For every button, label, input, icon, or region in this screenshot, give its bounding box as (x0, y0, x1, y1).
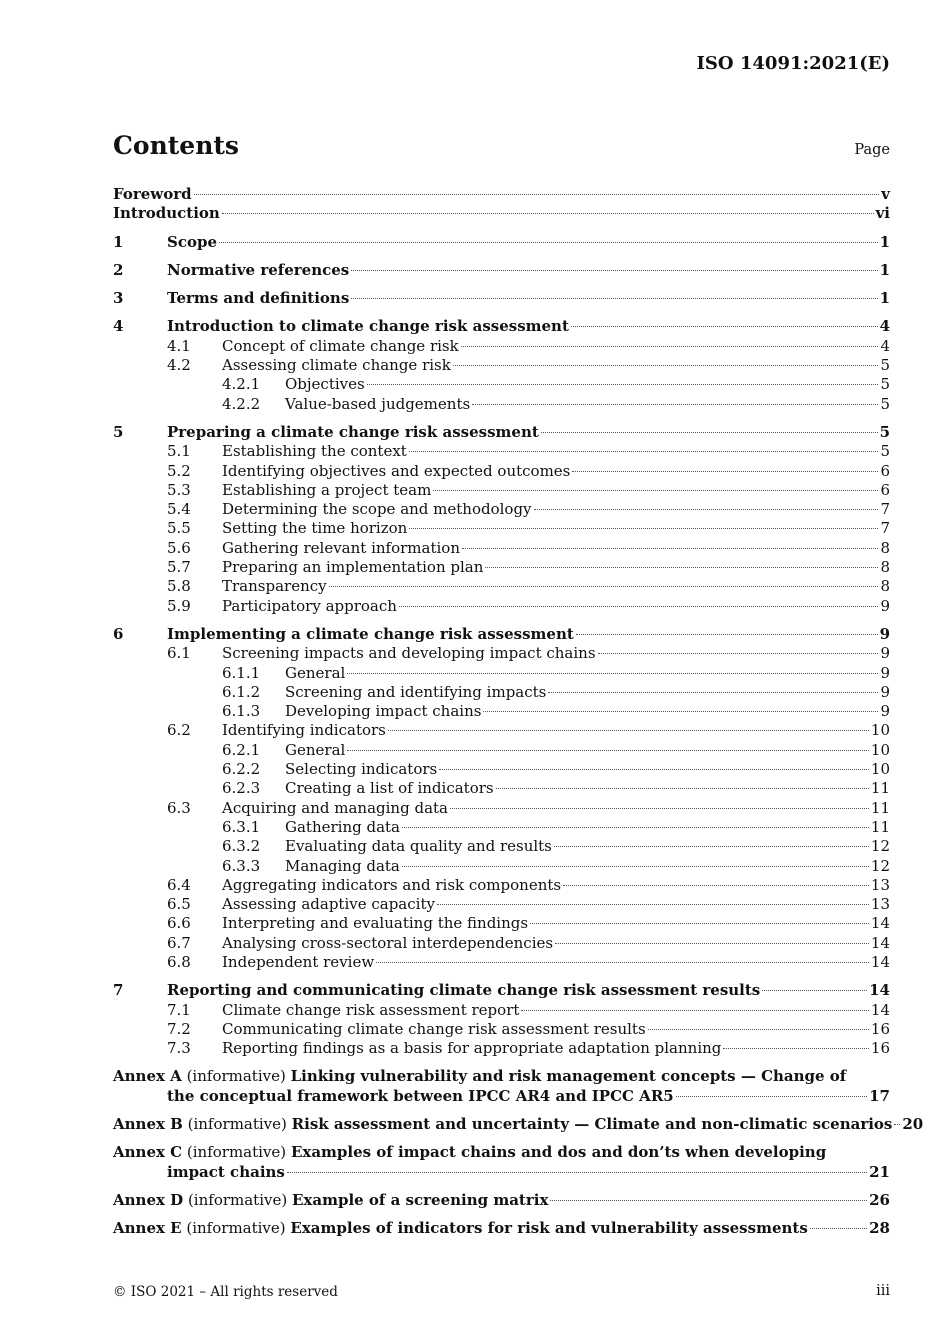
toc-entry-number: 7.3 (167, 1039, 191, 1058)
toc-entry[interactable] (113, 233, 890, 252)
toc-entry[interactable] (113, 577, 890, 596)
toc-entry[interactable] (113, 423, 890, 442)
toc-entry[interactable] (113, 741, 890, 760)
toc-entry-number: 5.5 (167, 519, 191, 538)
toc-entry-body (167, 625, 890, 644)
toc-entry-page: 9 (880, 702, 890, 721)
toc-entry-number: 5.2 (167, 461, 191, 480)
annex-entry[interactable] (113, 1191, 890, 1210)
toc-entry-title[interactable]: Normative references (167, 260, 350, 279)
toc-entry-number: 6.2 (167, 721, 191, 740)
toc-entry-page: 12 (870, 856, 890, 875)
toc-entry-number: 6.4 (167, 875, 191, 894)
toc-entry[interactable] (113, 914, 890, 933)
toc-entry[interactable] (113, 760, 890, 779)
toc-entry-title[interactable]: Screening impacts and developing impact chains (222, 644, 596, 663)
toc-entry-body (222, 1001, 890, 1020)
toc-entry[interactable] (113, 185, 890, 204)
toc-entry[interactable] (113, 934, 890, 953)
dot-leader (576, 634, 878, 635)
toc-entry[interactable] (113, 818, 890, 837)
toc-entry-page: 5 (880, 375, 890, 394)
toc-entry-page: 16 (870, 1019, 890, 1038)
dot-leader (437, 904, 869, 905)
dot-leader (409, 528, 878, 529)
dot-leader (402, 866, 869, 867)
annex-title-continued[interactable]: impact chains (167, 1162, 285, 1181)
toc-entry-page: 6 (880, 480, 890, 499)
toc-entry-number: 4.1 (167, 336, 191, 355)
annex-entry[interactable] (113, 1143, 890, 1182)
toc-entry-title[interactable]: General (285, 740, 346, 759)
toc-entry-title[interactable]: Introduction (113, 204, 220, 223)
dot-leader (367, 384, 879, 385)
toc-entry-title[interactable]: Foreword (113, 185, 192, 203)
toc-entry-title[interactable]: Climate change risk assessment report (222, 1000, 520, 1019)
toc-entry-body (222, 895, 890, 914)
annex-title[interactable]: Example of a screening matrix (292, 1190, 549, 1209)
toc-entry[interactable] (113, 981, 890, 1000)
toc-entry-body (222, 539, 890, 558)
toc-entry[interactable] (113, 356, 890, 375)
toc-entry-number: 5.8 (167, 577, 191, 596)
annex-page: 20 (902, 1115, 924, 1134)
annex-page: 26 (869, 1190, 890, 1209)
toc-entry-page: 1 (879, 232, 890, 251)
annex-label: Annex A (113, 1067, 182, 1086)
toc-entry-title[interactable]: Managing data (285, 856, 400, 875)
toc-entry-number: 7.1 (167, 1000, 191, 1019)
toc-entry-title[interactable]: Screening and identifying impacts (285, 682, 547, 701)
dot-leader (462, 548, 878, 549)
annex-entry[interactable] (113, 1067, 890, 1106)
toc-entry-title[interactable]: Acquiring and managing data (222, 798, 448, 817)
toc-entry-title[interactable]: Objectives (285, 375, 365, 394)
toc-entry-number: 6.1.2 (222, 682, 261, 701)
toc-entry-title[interactable]: Preparing a climate change risk assessment (167, 422, 539, 441)
toc-entry-title[interactable]: Gathering relevant information (222, 538, 460, 557)
annex-page: 21 (869, 1162, 890, 1181)
toc-entry-body (222, 1039, 890, 1058)
toc-entry-number: 5.4 (167, 500, 191, 519)
toc-entry-body (167, 423, 890, 442)
toc-entry[interactable] (113, 289, 890, 308)
toc-entry-number: 6.3.3 (222, 856, 261, 875)
dot-leader (453, 365, 879, 366)
toc-entry-title[interactable]: Communicating climate change risk assessment results (222, 1019, 646, 1038)
toc-entry-page: 9 (879, 624, 890, 643)
dot-leader (676, 1096, 867, 1097)
toc-entry-body (167, 981, 890, 1000)
toc-entry[interactable] (113, 375, 890, 394)
toc-entry[interactable] (113, 721, 890, 740)
toc-entry[interactable] (113, 317, 890, 336)
dot-leader (399, 606, 879, 607)
annex-heading (113, 1219, 808, 1238)
toc-entry-number: 5.3 (167, 480, 191, 499)
toc-entry-body (222, 799, 890, 818)
annex-title-line (113, 1191, 890, 1210)
toc-entry-page: 9 (880, 682, 890, 701)
toc-entry-number: 1 (113, 232, 124, 251)
toc-entry-title[interactable]: Determining the scope and methodology (222, 500, 532, 519)
toc-entry-page: 7 (880, 500, 890, 519)
toc-entry-title[interactable]: Implementing a climate change risk assessment (167, 624, 574, 643)
toc-entry-title[interactable]: Gathering data (285, 817, 401, 836)
toc-entry-title[interactable]: Participatory approach (222, 596, 397, 615)
toc-entry-page: vi (875, 204, 890, 223)
toc-entry-page: 4 (879, 317, 890, 336)
annex-title[interactable]: Examples of impact chains and dos and don’ts when developing (290, 1143, 827, 1162)
toc-entry-page: 11 (870, 779, 890, 798)
toc-entry-title[interactable]: Selecting indicators (285, 760, 438, 779)
toc-entry-number: 7.2 (167, 1019, 191, 1038)
toc-entry-page: 8 (880, 538, 890, 557)
annex-title-line (113, 1143, 890, 1162)
toc-entry-page: 1 (879, 260, 890, 279)
annex-kind: (informative) (186, 1143, 287, 1162)
toc-entry-body (285, 818, 890, 837)
dot-leader (496, 788, 869, 789)
toc-entry-title[interactable]: Concept of climate change risk (222, 336, 459, 355)
toc-entry-body (113, 185, 890, 204)
dot-leader (461, 346, 879, 347)
toc-entry-page: 5 (880, 356, 890, 375)
toc-entry-number: 6.8 (167, 952, 191, 971)
dot-leader (530, 923, 869, 924)
toc-entry[interactable] (113, 1039, 890, 1058)
annex-heading (113, 1191, 548, 1210)
toc-entry-title[interactable]: Scope (167, 232, 218, 251)
dot-leader (548, 692, 878, 693)
dot-leader (550, 1200, 867, 1201)
toc-entry-number: 4.2 (167, 356, 191, 375)
toc-entry-body (167, 317, 890, 336)
dot-leader (563, 885, 869, 886)
toc-entry-body (222, 442, 890, 461)
toc-entry-body (222, 558, 890, 577)
dot-leader (351, 298, 877, 299)
dot-leader (483, 711, 878, 712)
toc-entry-page: 5 (880, 394, 890, 413)
toc-entry-title[interactable]: Introduction to climate change risk assessment (167, 317, 569, 336)
toc-entry-page: 9 (880, 663, 890, 682)
toc-entry[interactable] (113, 644, 890, 663)
toc-entry-page: 14 (870, 914, 890, 933)
toc-entry-number: 6.1.3 (222, 702, 261, 721)
annex-title[interactable]: Linking vulnerability and risk management concepts — Change of (290, 1067, 847, 1086)
toc-entry-number: 6.3 (167, 798, 191, 817)
toc-entry-number: 6.1.1 (222, 663, 261, 682)
dot-leader (485, 567, 878, 568)
dot-leader (450, 808, 869, 809)
toc-entry-page: 11 (870, 798, 890, 817)
toc-entry[interactable] (113, 625, 890, 644)
toc-entry-page: 13 (870, 895, 890, 914)
copyright-notice: © ISO 2021 – All rights reserved (113, 1284, 338, 1300)
toc-entry-body (113, 204, 890, 223)
toc-entry-page: 14 (870, 952, 890, 971)
toc-entry[interactable] (113, 664, 890, 683)
toc-entry-page: 4 (880, 336, 890, 355)
page-column-label: Page (854, 142, 890, 158)
toc-entry-title[interactable]: Identifying objectives and expected outcomes (222, 461, 571, 480)
annex-page: 17 (869, 1086, 890, 1105)
toc-entry-number: 6.6 (167, 914, 191, 933)
toc-entry-title[interactable]: Reporting findings as a basis for appropriate adaptation planning (222, 1039, 722, 1058)
toc-entry-body (222, 462, 890, 481)
toc-entry-body (285, 375, 890, 394)
toc-entry-title[interactable]: Creating a list of indicators (285, 779, 494, 798)
annex-kind: (informative) (187, 1190, 288, 1209)
toc-entry[interactable] (113, 702, 890, 721)
toc-entry[interactable] (113, 857, 890, 876)
toc-entry[interactable] (113, 779, 890, 798)
dot-leader (521, 1010, 869, 1011)
toc-entry-title[interactable]: Developing impact chains (285, 702, 482, 721)
toc-entry-body (167, 289, 890, 308)
toc-entry[interactable] (113, 500, 890, 519)
toc-entry[interactable] (113, 1001, 890, 1020)
toc-entry-page: 1 (879, 289, 890, 308)
toc-entry-number: 6.3.2 (222, 837, 261, 856)
dot-leader (472, 404, 878, 405)
dot-leader (409, 451, 879, 452)
toc-entry-title[interactable]: Assessing adaptive capacity (222, 895, 435, 914)
annex-title-line (113, 1219, 890, 1238)
toc-entry-number: 6 (113, 624, 124, 643)
toc-entry[interactable] (113, 837, 890, 856)
toc-entry-body (222, 934, 890, 953)
toc-entry[interactable] (113, 876, 890, 895)
toc-entry-page: 14 (870, 1000, 890, 1019)
toc-entry[interactable] (113, 337, 890, 356)
dot-leader (194, 194, 880, 195)
annex-entry[interactable] (113, 1219, 890, 1238)
toc-entry[interactable] (113, 953, 890, 972)
toc-entry-number: 5.7 (167, 558, 191, 577)
toc-entry-title[interactable]: Transparency (222, 577, 327, 596)
annex-label: Annex D (113, 1190, 184, 1209)
toc-entry[interactable] (113, 481, 890, 500)
toc-entry-title[interactable]: Establishing a project team (222, 480, 432, 499)
toc-entry-body (222, 481, 890, 500)
toc-entry-page: 16 (870, 1039, 890, 1058)
toc-entry-body (222, 337, 890, 356)
toc-entry-title[interactable]: Analysing cross-sectoral interdependencies (222, 933, 554, 952)
annex-page: 28 (869, 1219, 890, 1238)
dot-leader (555, 943, 869, 944)
toc-entry[interactable] (113, 597, 890, 616)
dot-leader (433, 490, 878, 491)
toc-entry-body (285, 395, 890, 414)
toc-entry-number: 6.5 (167, 895, 191, 914)
annex-title-continued[interactable]: the conceptual framework between IPCC AR4 and IPCC AR5 (167, 1086, 674, 1105)
toc-entry-title[interactable]: Identifying indicators (222, 721, 386, 740)
toc-entry-title[interactable]: Setting the time horizon (222, 519, 408, 538)
dot-leader (388, 730, 869, 731)
toc-entry-number: 6.1 (167, 644, 191, 663)
toc-entry-page: 10 (870, 721, 890, 740)
toc-entry-title[interactable]: Aggregating indicators and risk components (222, 875, 562, 894)
toc-entry-title[interactable]: Evaluating data quality and results (285, 837, 552, 856)
dot-leader (541, 432, 878, 433)
dot-leader (554, 846, 869, 847)
toc-entry-body (285, 741, 890, 760)
toc-entry-number: 6.3.1 (222, 817, 261, 836)
toc-entry[interactable] (113, 895, 890, 914)
dot-leader (762, 990, 867, 991)
toc-entry-page: 12 (870, 837, 890, 856)
dot-leader (402, 827, 869, 828)
dot-leader (376, 962, 869, 963)
annex-title[interactable]: Examples of indicators for risk and vulnerability assessments (290, 1219, 808, 1238)
toc-entry[interactable] (113, 1020, 890, 1039)
dot-leader (219, 242, 878, 243)
toc-entry-page: 5 (879, 422, 890, 441)
toc-entry-page: v (881, 185, 890, 203)
toc-entry[interactable] (113, 204, 890, 223)
toc-entry-body (285, 760, 890, 779)
toc-entry-number: 4.2.1 (222, 375, 261, 394)
annex-kind: (informative) (186, 1219, 286, 1238)
toc-entry-number: 5.9 (167, 596, 191, 615)
toc-entry-body (285, 683, 890, 702)
toc-entry-number: 7 (113, 981, 124, 1000)
document-identifier: ISO 14091:2021(E) (696, 53, 890, 74)
dot-leader (598, 653, 879, 654)
toc-entry[interactable] (113, 683, 890, 702)
toc-entry-title[interactable]: Terms and definitions (167, 289, 350, 308)
toc-entry-body (285, 664, 890, 683)
dot-leader (572, 471, 878, 472)
dot-leader (347, 750, 869, 751)
toc-entry[interactable] (113, 442, 890, 461)
annex-kind: (informative) (187, 1115, 287, 1134)
dot-leader (648, 1029, 869, 1030)
dot-leader (329, 586, 879, 587)
dot-leader (351, 270, 877, 271)
toc-entry-number: 2 (113, 260, 124, 279)
toc-entry[interactable] (113, 519, 890, 538)
dot-leader (287, 1172, 867, 1173)
toc-entry-number: 6.2.3 (222, 779, 261, 798)
annex-title-line (167, 1163, 890, 1182)
toc-entry-body (222, 953, 890, 972)
dot-leader (894, 1124, 900, 1125)
toc-entry-page: 11 (870, 817, 890, 836)
toc-entry-body (222, 914, 890, 933)
annex-kind: (informative) (186, 1067, 286, 1086)
toc-entry-body (222, 1020, 890, 1039)
toc-entry-page: 10 (870, 740, 890, 759)
annex-label: Annex C (113, 1143, 183, 1162)
toc-entry-title[interactable]: General (285, 663, 346, 682)
toc-entry-page: 6 (880, 461, 890, 480)
toc-entry-body (285, 779, 890, 798)
toc-entry-body (222, 721, 890, 740)
toc-entry-title[interactable]: Reporting and communicating climate change risk assessment results (167, 981, 761, 1000)
toc-entry-body (222, 876, 890, 895)
toc-entry-page: 13 (870, 875, 890, 894)
toc-entry-number: 3 (113, 289, 124, 308)
toc-entry-body (222, 577, 890, 596)
page-number: iii (876, 1283, 890, 1299)
toc-entry-title[interactable]: Establishing the context (222, 442, 407, 461)
toc-entry-page: 5 (880, 442, 890, 461)
toc-entry-page: 7 (880, 519, 890, 538)
toc-entry-body (222, 500, 890, 519)
annex-label: Annex B (113, 1115, 183, 1134)
toc-entry-body (285, 857, 890, 876)
toc-entry-number: 6.7 (167, 933, 191, 952)
toc-entry[interactable] (113, 395, 890, 414)
toc-entry-title[interactable]: Value-based judgements (285, 394, 471, 413)
annex-entry[interactable] (113, 1115, 924, 1134)
toc-entry-number: 4.2.2 (222, 394, 261, 413)
table-of-contents (113, 185, 924, 1239)
toc-entry-number: 5.6 (167, 538, 191, 557)
annex-title-line (113, 1115, 924, 1134)
annex-title[interactable]: Risk assessment and uncertainty — Climate and non-climatic scenarios (291, 1115, 893, 1134)
toc-entry[interactable] (113, 261, 890, 280)
toc-entry-body (222, 356, 890, 375)
toc-entry-body (222, 644, 890, 663)
toc-entry-page: 14 (870, 933, 890, 952)
toc-entry-page: 8 (880, 577, 890, 596)
dot-leader (534, 509, 879, 510)
toc-entry-number: 6.2.1 (222, 740, 261, 759)
dot-leader (571, 326, 878, 327)
dot-leader (347, 673, 878, 674)
annex-label: Annex E (113, 1219, 182, 1238)
toc-entry-body (167, 261, 890, 280)
annex-title-line (113, 1067, 890, 1086)
toc-entry-body (285, 702, 890, 721)
dot-leader (723, 1048, 869, 1049)
page-title: Contents (113, 131, 240, 160)
toc-entry-number: 4 (113, 317, 124, 336)
toc-entry-body (222, 597, 890, 616)
toc-entry-number: 5.1 (167, 442, 191, 461)
toc-entry-page: 10 (870, 760, 890, 779)
toc-entry-page: 14 (869, 981, 890, 1000)
toc-entry-number: 6.2.2 (222, 760, 261, 779)
toc-entry[interactable] (113, 558, 890, 577)
toc-entry[interactable] (113, 539, 890, 558)
toc-entry[interactable] (113, 462, 890, 481)
toc-entry-title[interactable]: Assessing climate change risk (222, 356, 451, 375)
toc-entry-title[interactable]: Preparing an implementation plan (222, 558, 484, 577)
toc-entry-page: 9 (880, 596, 890, 615)
toc-entry[interactable] (113, 799, 890, 818)
dot-leader (810, 1228, 867, 1229)
annex-heading (113, 1115, 892, 1134)
dot-leader (222, 213, 874, 214)
toc-entry-body (285, 837, 890, 856)
dot-leader (439, 769, 869, 770)
toc-entry-title[interactable]: Interpreting and evaluating the findings (222, 914, 529, 933)
toc-entry-page: 9 (880, 644, 890, 663)
toc-entry-number: 5 (113, 422, 124, 441)
toc-entry-title[interactable]: Independent review (222, 952, 375, 971)
toc-entry-page: 8 (880, 558, 890, 577)
toc-entry-body (222, 519, 890, 538)
toc-entry-body (167, 233, 890, 252)
annex-title-line (167, 1087, 890, 1106)
